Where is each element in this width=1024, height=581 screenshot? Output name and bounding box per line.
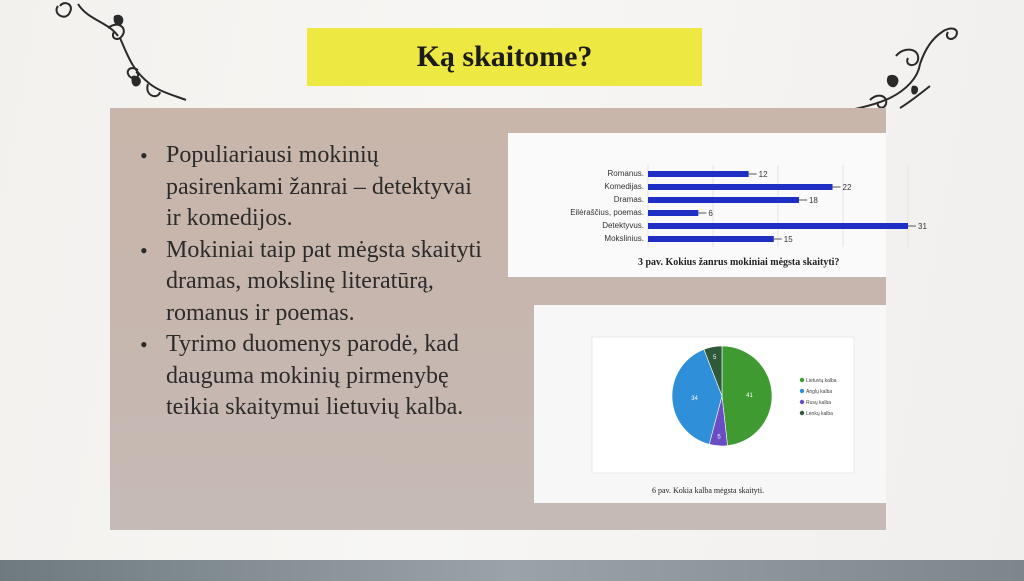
screen-bezel (0, 560, 1024, 581)
language-pie-chart (534, 305, 886, 475)
bar-value-label: 18 (808, 196, 818, 205)
bar-category-label: Romanus. (607, 169, 644, 178)
legend-marker (800, 400, 804, 404)
ornament-left-icon (48, 0, 188, 108)
bar (648, 236, 774, 242)
bar-value-label: 15 (783, 235, 793, 244)
bullet-list (138, 140, 488, 424)
bullet-text: Populiariausi mokinių pasirenkami žanrai – detektyvai ir komedijos. (166, 142, 472, 231)
bullet-item (138, 140, 488, 235)
bullet-dot-icon: • (140, 332, 148, 357)
legend-marker (800, 411, 804, 415)
bullet-dot-icon: • (140, 237, 148, 263)
bullet-item (138, 329, 488, 424)
bar-category-label: Eilėraščius, poemas. (570, 208, 644, 217)
pie-value-label: 5 (712, 355, 717, 362)
bar-value-label: 31 (918, 222, 927, 231)
pie-chart-card (534, 305, 886, 503)
pie-chart-caption: 6 pav. Kokia kalba mėgsta skaityti. (652, 486, 765, 495)
slide-title: Ką skaitome? (307, 28, 702, 86)
legend-label: Lenkų kalba (806, 411, 833, 417)
bar-category-label: Dramas. (613, 195, 644, 204)
bar (648, 197, 799, 203)
bullet-item (138, 235, 488, 330)
bar (648, 171, 749, 177)
bullet-text: Mokiniai taip pat mėgsta skaityti dramas, mokslinę literatūrą, romanus ir poemas. (166, 236, 482, 326)
legend-marker (800, 389, 804, 393)
bar-category-label: Mokslinius. (604, 234, 644, 243)
bar-chart-card (508, 133, 927, 277)
pie-value-label: 34 (691, 396, 698, 403)
bar (648, 223, 908, 229)
bullet-dot-icon: • (140, 143, 148, 168)
bar (648, 210, 698, 216)
pie-value-label: 5 (717, 434, 721, 441)
legend-marker (800, 378, 804, 382)
bar-value-label: 22 (842, 183, 852, 192)
bullet-text: Tyrimo duomenys parodė, kad dauguma mokinių pirmenybę teikia skaitymui lietuvių kalba. (166, 331, 464, 420)
legend-label: Anglų kalba (806, 389, 833, 395)
bar-value-label: 12 (758, 170, 768, 179)
bar-category-label: Detektyvus. (602, 221, 644, 230)
bar-value-label: 6 (708, 209, 713, 218)
pie-value-label: 41 (746, 392, 753, 399)
bar-chart-caption: 3 pav. Kokius žanrus mokiniai mėgsta skaityti? (638, 257, 840, 268)
bar (648, 184, 833, 190)
bar-category-label: Komedijas. (604, 182, 644, 191)
legend-label: Lietuvių kalba (806, 378, 837, 384)
legend-label: Rusų kalba (806, 400, 832, 406)
